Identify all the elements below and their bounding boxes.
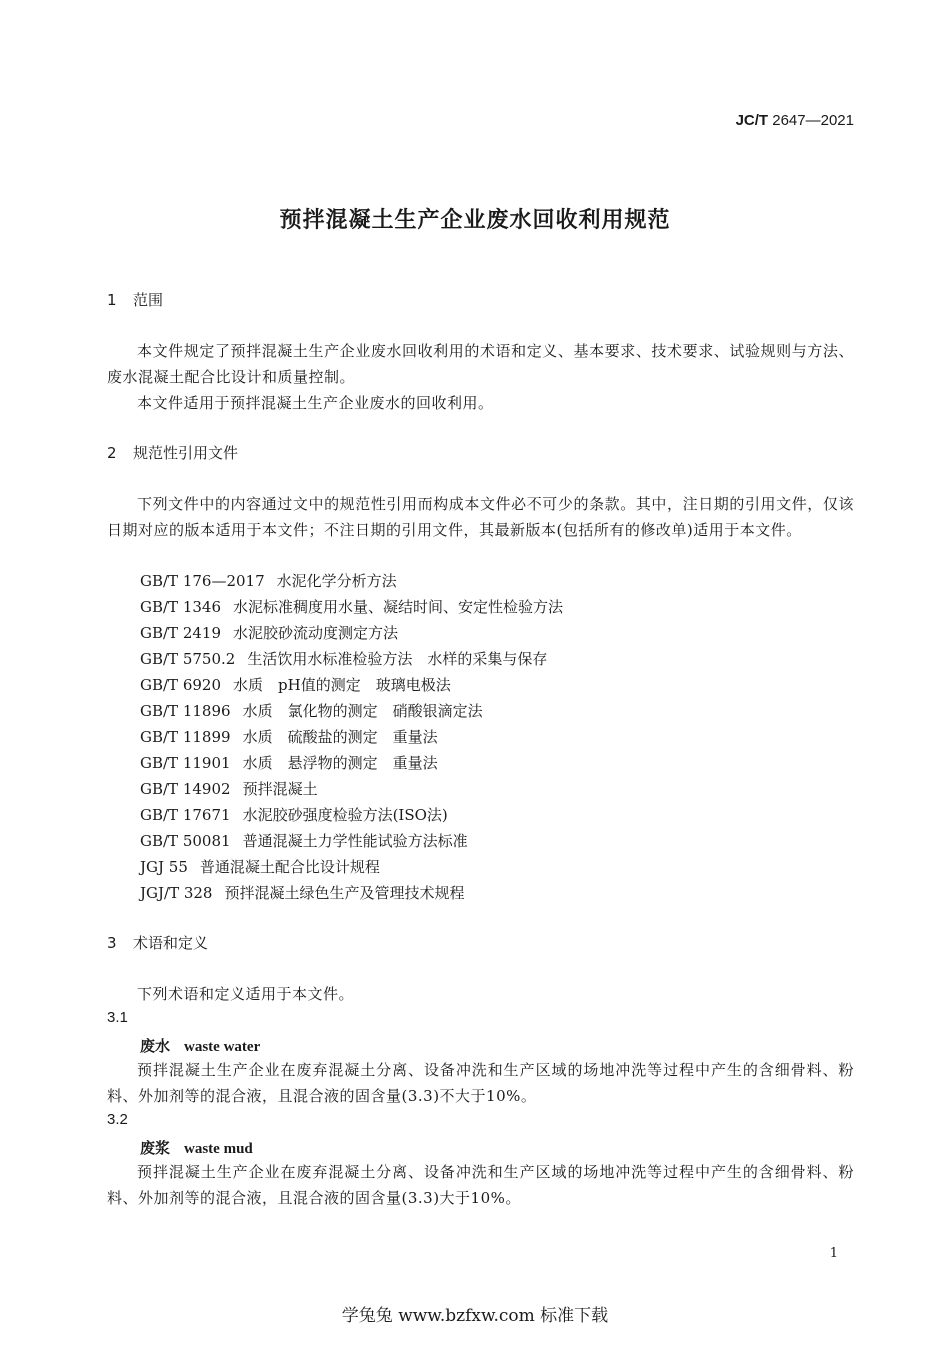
section-title: 范围 [133, 291, 164, 309]
reference-item [140, 752, 438, 773]
reference-title: 生活饮用水标准检验方法 水样的采集与保存 [247, 650, 548, 668]
section-number: 3 [107, 934, 117, 952]
term-definition: 预拌混凝土生产企业在废弃混凝土分离、设备冲洗和生产区域的场地冲洗等过程中产生的含细骨料、粉料、外加剂等的混合液，且混合液的固含量(3.3)大于10%。 [107, 1163, 854, 1207]
section-number: 1 [107, 291, 117, 309]
section-title: 规范性引用文件 [133, 444, 239, 462]
section-1-heading [107, 289, 163, 310]
section-1-paragraph-1: 本文件规定了预拌混凝土生产企业废水回收利用的术语和定义、基本要求、技术要求、试验规则与方法、废水混凝土配合比设计和质量控制。 [107, 342, 854, 386]
standard-code-number: 2647—2021 [772, 112, 854, 129]
term-heading [140, 1035, 260, 1056]
reference-code: GB/T 50081 [140, 832, 231, 850]
page-number: 1 [829, 1246, 838, 1261]
reference-code: GB/T 11899 [140, 728, 231, 746]
reference-code: GB/T 11901 [140, 754, 231, 772]
standard-code [736, 112, 854, 129]
clause-number: 3.2 [107, 1111, 128, 1128]
reference-item [140, 622, 398, 643]
term-zh: 废浆 [140, 1139, 171, 1157]
standard-code-prefix: JC/T [735, 112, 769, 129]
section-2-heading [107, 442, 238, 463]
reference-title: 水质 悬浮物的测定 重量法 [242, 754, 438, 772]
reference-code: GB/T 6920 [140, 676, 222, 694]
term-heading [140, 1137, 253, 1158]
reference-code: GB/T 176—2017 [140, 572, 265, 590]
reference-code: JGJ 55 [140, 858, 188, 876]
reference-code: GB/T 2419 [140, 624, 222, 642]
reference-title: 普通混凝土配合比设计规程 [199, 858, 380, 876]
section-title: 术语和定义 [133, 934, 209, 952]
reference-title: 水泥标准稠度用水量、凝结时间、安定性检验方法 [233, 598, 564, 616]
reference-item [140, 804, 448, 825]
reference-title: 水泥化学分析方法 [276, 572, 397, 590]
section-1-paragraph-2: 本文件适用于预拌混凝土生产企业废水的回收利用。 [137, 394, 494, 412]
reference-code: GB/T 1346 [140, 598, 222, 616]
reference-title: 水泥胶砂强度检验方法(ISO法) [242, 806, 448, 824]
reference-item [140, 648, 547, 669]
reference-item [140, 882, 464, 903]
reference-code: GB/T 5750.2 [140, 650, 236, 668]
section-3-heading [107, 932, 208, 953]
reference-code: GB/T 17671 [140, 806, 231, 824]
footer-watermark: 学兔兔 www.bzfxw.com 标准下载 [341, 1306, 609, 1326]
reference-item [140, 726, 438, 747]
reference-code: GB/T 11896 [140, 702, 231, 720]
clause-number: 3.1 [107, 1009, 128, 1026]
reference-item [140, 596, 563, 617]
section-2-intro: 下列文件中的内容通过文中的规范性引用而构成本文件必不可少的条款。其中，注日期的引用文件，仅该日期对应的版本适用于本文件；不注日期的引用文件，其最新版本(包括所有的修改单)适用于本文件。 [107, 495, 854, 539]
reference-item [140, 830, 468, 851]
reference-item [140, 570, 397, 591]
term-en: waste mud [184, 1141, 253, 1157]
reference-title: 预拌混凝土绿色生产及管理技术规程 [224, 884, 465, 902]
reference-title: 预拌混凝土 [242, 780, 318, 798]
reference-title: 水质 硫酸盐的测定 重量法 [242, 728, 438, 746]
reference-title: 水质 氯化物的测定 硝酸银滴定法 [242, 702, 483, 720]
reference-item [140, 674, 451, 695]
reference-title: 水质 pH值的测定 玻璃电极法 [233, 676, 451, 694]
section-number: 2 [107, 444, 117, 462]
reference-title: 普通混凝土力学性能试验方法标准 [242, 832, 468, 850]
section-3-intro: 下列术语和定义适用于本文件。 [137, 985, 355, 1003]
reference-item [140, 856, 380, 877]
reference-item [140, 700, 483, 721]
reference-code: JGJ/T 328 [140, 884, 213, 902]
term-definition: 预拌混凝土生产企业在废弃混凝土分离、设备冲洗和生产区域的场地冲洗等过程中产生的含细骨料、粉料、外加剂等的混合液，且混合液的固含量(3.3)不大于10%。 [107, 1061, 854, 1105]
term-zh: 废水 [140, 1037, 171, 1055]
reference-title: 水泥胶砂流动度测定方法 [233, 624, 399, 642]
document-title: 预拌混凝土生产企业废水回收利用规范 [279, 208, 671, 233]
reference-item [140, 778, 318, 799]
reference-code: GB/T 14902 [140, 780, 231, 798]
term-en: waste water [184, 1039, 261, 1055]
